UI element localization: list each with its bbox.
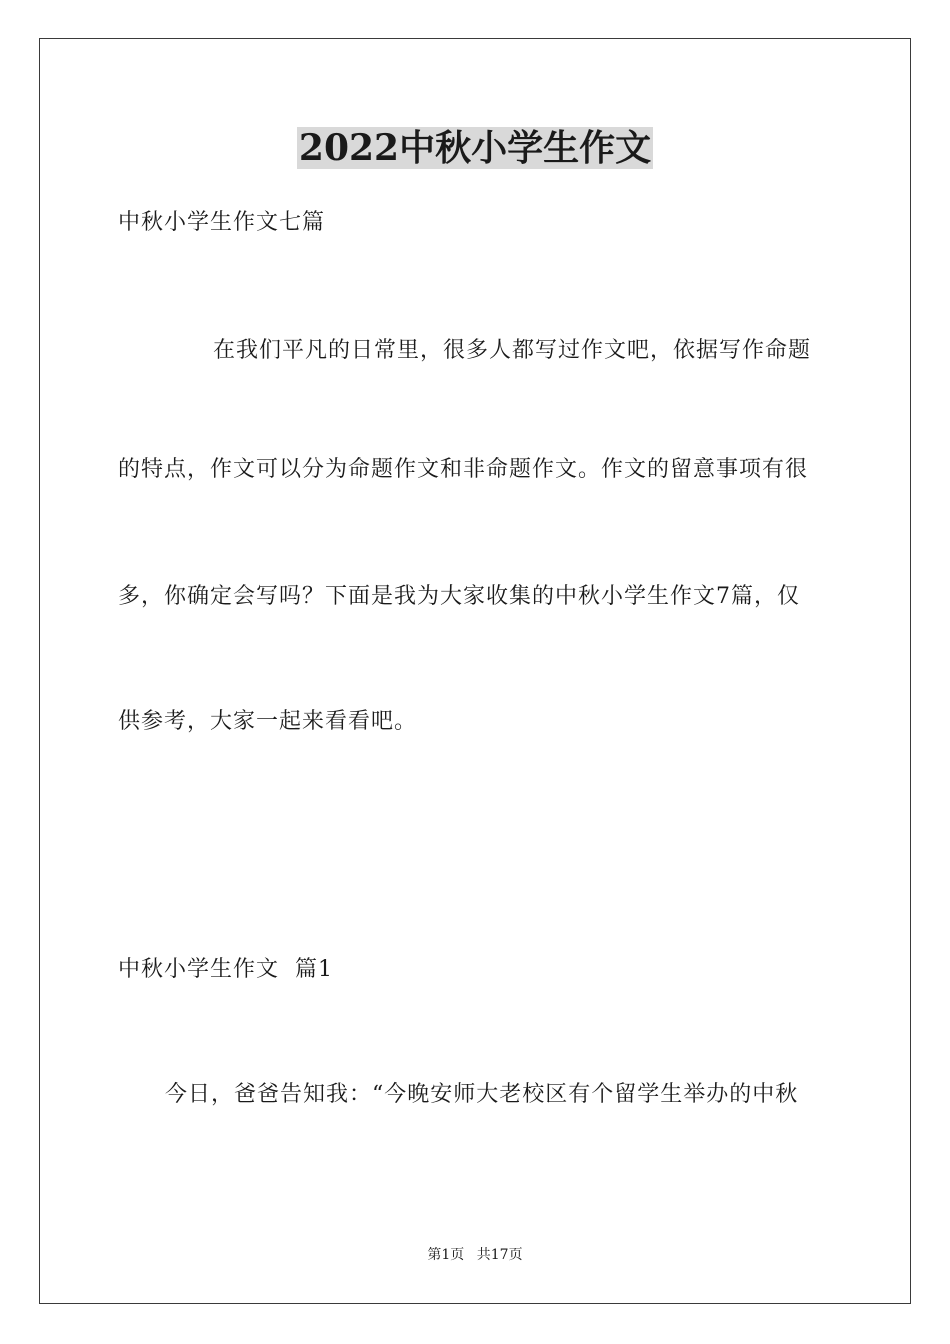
intro-paragraph-line-4: 供参考，大家一起来看看吧。 [118,709,418,734]
intro-paragraph-line-1: 在我们平凡的日常里，很多人都写过作文吧，依据写作命题 [213,338,812,363]
document-subtitle: 中秋小学生作文七篇 [118,210,326,235]
section-paragraph-line-1: 今日，爸爸告知我：“今晚安师大老校区有个留学生举办的中秋 [165,1082,799,1107]
document-title [0,126,950,170]
page-number: 第1页 [427,1247,465,1263]
page-footer [0,1245,950,1265]
page-total: 共17页 [476,1247,523,1263]
intro-paragraph-line-2: 的特点，作文可以分为命题作文和非命题作文。作文的留意事项有很 [118,457,809,482]
document-title-text: 2022中秋小学生作文 [298,127,652,169]
intro-paragraph-line-3: 多，你确定会写吗？下面是我为大家收集的中秋小学生作文7篇，仅 [118,584,800,609]
section-heading: 中秋小学生作文 篇1 [118,957,333,982]
